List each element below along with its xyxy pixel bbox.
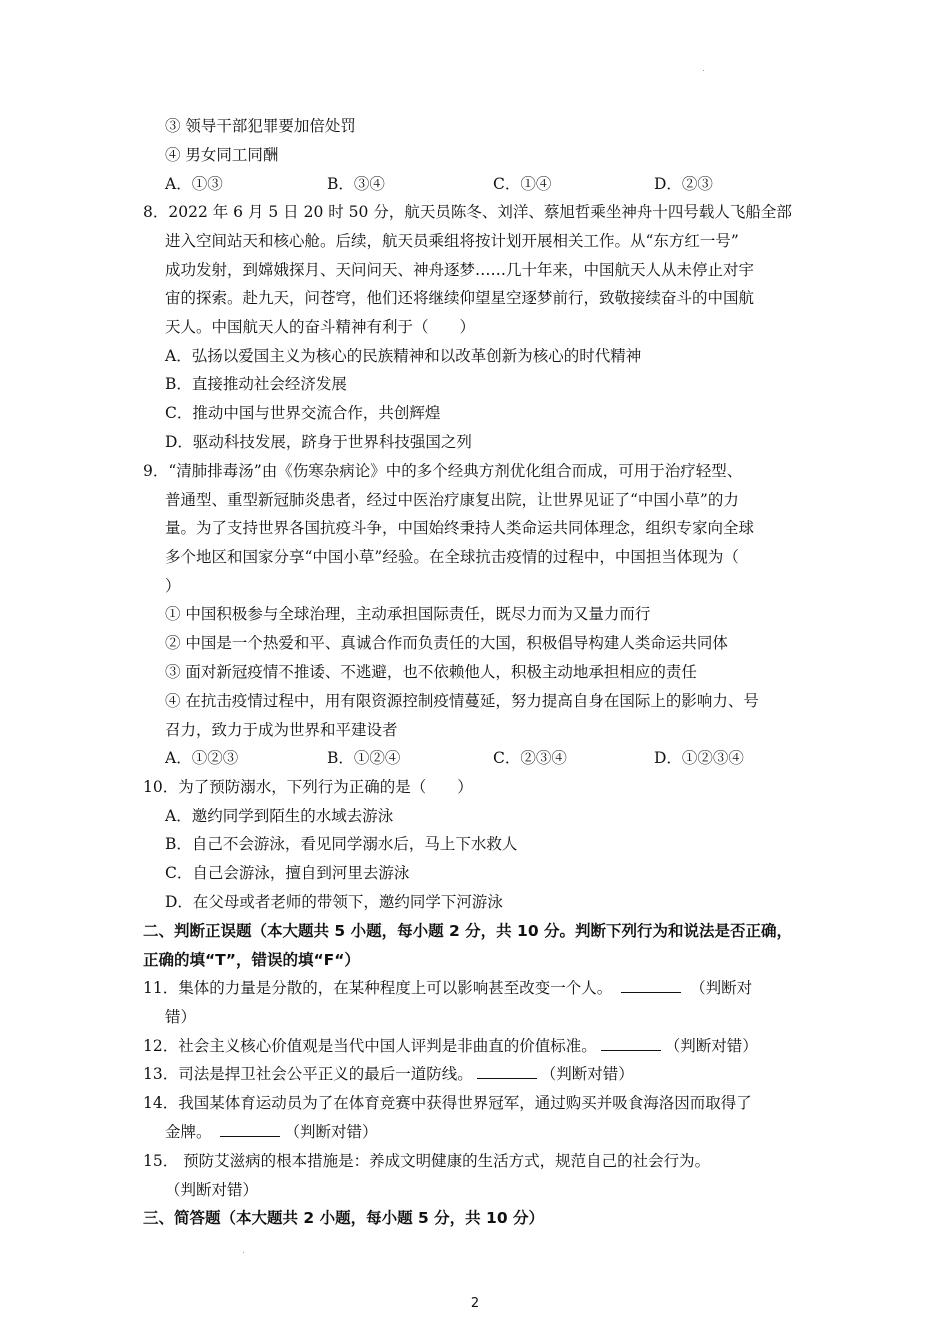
- q8-option-b: B．直接推动社会经济发展: [165, 375, 347, 393]
- q7-item-4: ④ 男女同工同酬: [165, 146, 279, 164]
- answer-blank[interactable]: [601, 1036, 661, 1051]
- answer-blank[interactable]: [477, 1064, 537, 1079]
- scan-speck: [243, 1252, 244, 1253]
- q9-option-d: D．①②③④: [654, 749, 744, 767]
- q9-item-1: ① 中国积极参与全球治理，主动承担国际责任，既尽力而为又量力而行: [165, 605, 651, 623]
- q7-option-c: C．①④: [493, 175, 552, 193]
- q9-item-3: ③ 面对新冠疫情不推诿、不逃避，也不依赖他人，积极主动地承担相应的责任: [165, 663, 697, 681]
- q9-stem-line: 普通型、重型新冠肺炎患者，经过中医治疗康复出院，让世界见证了“中国小草”的力: [165, 491, 739, 509]
- q9-stem-line: ）: [165, 577, 181, 595]
- q14-tail: （判断对错）: [284, 1123, 378, 1141]
- q9-stem-line: 9．“清肺排毒汤”由《伤寒杂病论》中的多个经典方剂优化组合而成，可用于治疗轻型、: [143, 462, 743, 480]
- q7-item-3: ③ 领导干部犯罪要加倍处罚: [165, 117, 356, 135]
- q13-tail: （判断对错）: [540, 1065, 634, 1083]
- q9-item-4: ④ 在抗击疫情过程中，用有限资源控制疫情蔓延，努力提高自身在国际上的影响力、号: [165, 692, 759, 710]
- q8-stem-line: 宙的探索。赴九天，问苍穹，他们还将继续仰望星空逐梦前行，致敬接续奋斗的中国航: [165, 289, 755, 307]
- q8-stem-line: 8．2022 年 6 月 5 日 20 时 50 分，航天员陈冬、刘洋、蔡旭哲乘坐神舟十四号载人飞船全部: [143, 203, 792, 221]
- q15-cont: （判断对错）: [165, 1181, 259, 1199]
- q10-option-d: D．在父母或者老师的带领下，邀约同学下河游泳: [165, 893, 503, 911]
- q8-stem-line: 成功发射，到嫦娥探月、天问问天、神舟逐梦……几十年来，中国航天人从未停止对宇: [165, 261, 755, 279]
- section-2-heading: 二、判断正误题（本大题共 5 小题，每小题 2 分，共 10 分。判断下列行为和说法是否正确，: [143, 922, 793, 940]
- q12-tail: （判断对错）: [664, 1037, 758, 1055]
- q14-cont-text: 金牌。: [165, 1123, 212, 1141]
- q9-item-2: ② 中国是一个热爱和平、真诚合作而负责任的大国，积极倡导构建人类命运共同体: [165, 634, 728, 652]
- q14-text: 14．我国某体育运动员为了在体育竞赛中获得世界冠军，通过购买并吸食海洛因而取得了: [143, 1094, 752, 1112]
- q9-stem-line: 多个地区和国家分享“中国小草”经验。在全球抗击疫情的过程中，中国担当体现为（: [165, 548, 739, 566]
- q9-stem-line: 量。为了支持世界各国抗疫斗争，中国始终秉持人类命运共同体理念，组织专家向全球: [165, 519, 755, 537]
- q10-option-a: A．邀约同学到陌生的水域去游泳: [165, 807, 394, 825]
- q7-option-d: D．②③: [654, 175, 713, 193]
- q9-item-4-cont: 召力，致力于成为世界和平建设者: [165, 721, 398, 739]
- q8-option-d: D．驱动科技发展，跻身于世界科技强国之列: [165, 433, 472, 451]
- q9-option-c: C．②③④: [493, 749, 567, 767]
- q10-stem: 10．为了预防溺水，下列行为正确的是（ ）: [143, 778, 473, 796]
- section-3-heading: 三、简答题（本大题共 2 小题，每小题 5 分，共 10 分）: [143, 1209, 545, 1227]
- answer-blank[interactable]: [621, 978, 681, 993]
- q14-cont: [165, 1122, 377, 1142]
- q11-tail: （判断对: [690, 979, 753, 997]
- q12-text: 12．社会主义核心价值观是当代中国人评判是非曲直的价值标准。: [143, 1037, 597, 1055]
- q12: [143, 1036, 758, 1056]
- q9-option-a: A．①②③: [165, 749, 239, 767]
- q8-option-c: C．推动中国与世界交流合作，共创辉煌: [165, 404, 441, 422]
- q13: [143, 1064, 634, 1084]
- q11-text: 11．集体的力量是分散的，在某种程度上可以影响甚至改变一个人。: [143, 979, 613, 997]
- q7-option-a: A．①③: [165, 175, 223, 193]
- scan-speck: [703, 70, 704, 71]
- q9-option-b: B．①②④: [327, 749, 401, 767]
- page-number: 2: [470, 1296, 480, 1311]
- q11-cont: 错）: [165, 1008, 197, 1026]
- q15-text: 15． 预防艾滋病的根本措施是：养成文明健康的生活方式，规范自己的社会行为。: [143, 1152, 711, 1170]
- q10-option-b: B．自己不会游泳，看见同学溺水后，马上下水救人: [165, 835, 518, 853]
- section-2-heading-cont: 正确的填“T”，错误的填“F“）: [143, 951, 360, 969]
- answer-blank[interactable]: [220, 1122, 280, 1137]
- q8-stem-line: 进入空间站天和核心舱。后续，航天员乘组将按计划开展相关工作。从“东方红一号”: [165, 232, 739, 250]
- q13-text: 13．司法是捍卫社会公平正义的最后一道防线。: [143, 1065, 473, 1083]
- q11: [143, 978, 752, 998]
- q8-option-a: A．弘扬以爱国主义为核心的民族精神和以改革创新为核心的时代精神: [165, 347, 642, 365]
- q10-option-c: C．自己会游泳，擅自到河里去游泳: [165, 864, 410, 882]
- q8-stem-line: 天人。中国航天人的奋斗精神有利于（ ）: [165, 318, 476, 336]
- q7-option-b: B．③④: [327, 175, 385, 193]
